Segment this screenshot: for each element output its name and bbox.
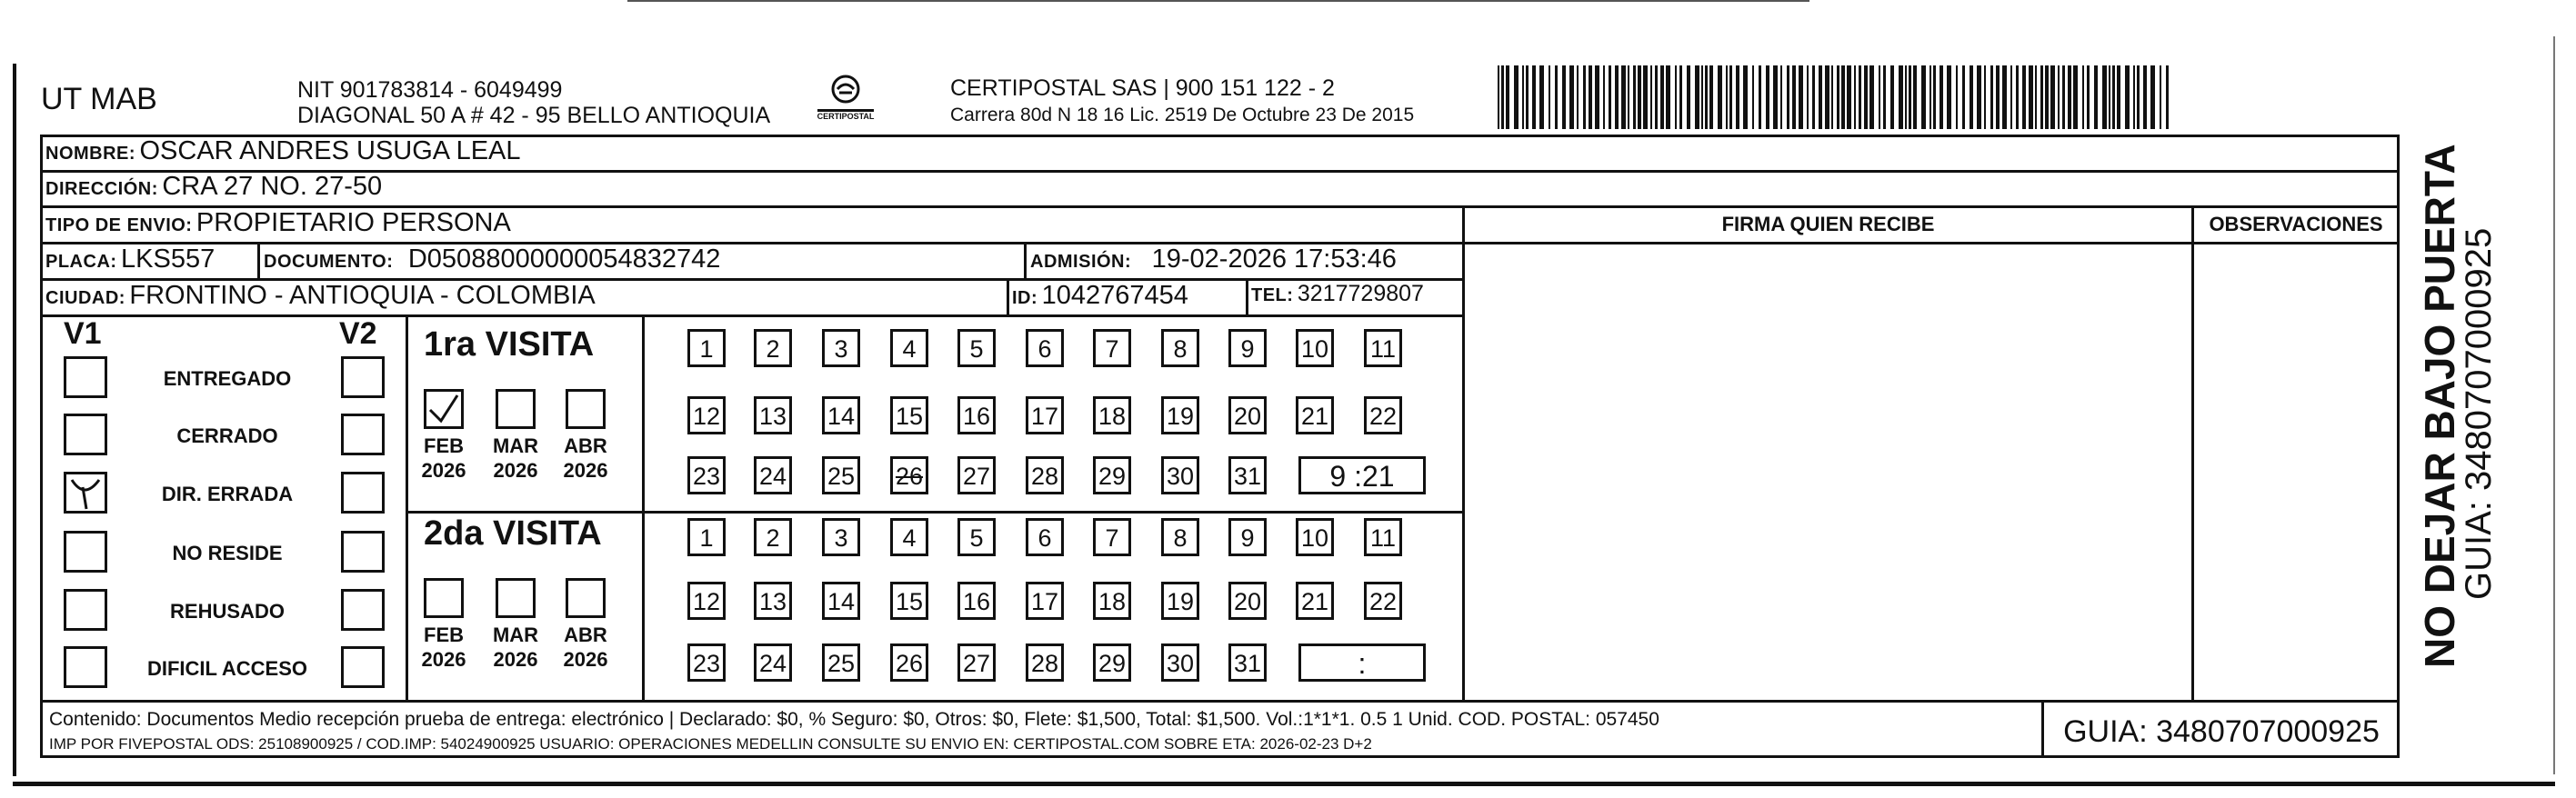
check-mark-icon (426, 392, 461, 426)
col-sep (1462, 205, 1465, 700)
right-edge-line (2553, 36, 2555, 774)
barcode-bar (2045, 65, 2049, 129)
barcode-bar (1705, 65, 1708, 129)
barcode-bar (1595, 65, 1599, 129)
first-visit-title: 1ra VISITA (424, 325, 595, 364)
day-box[interactable]: 1 (687, 518, 726, 556)
barcode-bar (1909, 65, 1911, 129)
barcode-bar (1506, 65, 1509, 129)
barcode-bar (2166, 65, 2169, 129)
barcode-bar (2150, 65, 2155, 129)
day-box[interactable]: 24 (754, 456, 792, 494)
month-checkbox[interactable] (496, 389, 536, 429)
barcode-bar (1501, 65, 1504, 129)
day-box[interactable]: 4 (890, 518, 928, 556)
day-box[interactable]: 13 (754, 582, 792, 620)
barcode-bar (1921, 65, 1926, 129)
barcode-bar (1929, 65, 1931, 129)
barcode-bar (1996, 65, 2000, 129)
v2-label: V2 (339, 316, 377, 351)
barcode-bar (1899, 65, 1903, 129)
barcode-bar (2016, 65, 2019, 129)
top-edge-line (627, 0, 1809, 2)
barcode-bar (1615, 65, 1619, 129)
barcode-bar (2035, 65, 2037, 129)
month-name: MAR (492, 434, 539, 457)
barcode-bar (1890, 65, 1894, 129)
day-box[interactable]: 8 (1161, 518, 1199, 556)
row-sep (40, 314, 1463, 317)
carrier-name: CERTIPOSTAL SAS | 900 151 122 - 2 (950, 75, 1335, 101)
ciudad-label: CIUDAD: (45, 288, 125, 308)
month-name: FEB (424, 434, 464, 457)
row-sep (1462, 242, 2400, 244)
status-v1-checkbox[interactable] (64, 414, 107, 455)
day-box[interactable]: 12 (687, 396, 726, 434)
day-box[interactable]: 18 (1093, 396, 1131, 434)
logo-text: CERTIPOSTAL (817, 112, 875, 121)
barcode-bar (1603, 65, 1605, 129)
direccion-label: DIRECCIÓN: (45, 179, 158, 199)
barcode-bar (1956, 65, 1958, 129)
barcode-bar (2073, 65, 2078, 129)
barcode-bar (1726, 65, 1728, 129)
barcode-bar (1864, 65, 1868, 129)
documento-label: DOCUMENTO: (264, 252, 394, 272)
day-box[interactable]: 10 (1296, 329, 1334, 367)
firma-header: FIRMA QUIEN RECIBE (1721, 213, 1935, 235)
barcode-bar (1539, 65, 1544, 129)
barcode-bar (1819, 65, 1822, 129)
barcode-bar (2058, 65, 2060, 129)
status-v2-checkbox[interactable] (341, 589, 385, 631)
barcode-bar (1977, 65, 1981, 129)
status-label: ENTREGADO (163, 367, 292, 390)
barcode-bar (1812, 65, 1815, 129)
day-box[interactable]: 17 (1026, 582, 1064, 620)
tel-value: 3217729807 (1297, 281, 1424, 306)
status-v2-checkbox[interactable] (341, 472, 385, 514)
status-label: CERRADO (176, 424, 278, 447)
status-v2-checkbox[interactable] (341, 531, 385, 573)
barcode-bar (1879, 65, 1880, 129)
day-box[interactable]: 2 (754, 518, 792, 556)
second-visit-title: 2da VISITA (424, 514, 602, 553)
barcode-bar (1759, 65, 1761, 129)
day-box[interactable]: 2 (754, 329, 792, 367)
day-box[interactable]: 28 (1026, 456, 1064, 494)
barcode-bar (1687, 65, 1690, 129)
barcode (1496, 65, 2173, 129)
barcode-bar (1780, 65, 1782, 129)
company-name: UT MAB (41, 82, 157, 116)
status-v1-checkbox[interactable] (64, 472, 107, 514)
barcode-bar (1532, 65, 1536, 129)
barcode-bar (1562, 65, 1566, 129)
barcode-bar (2112, 65, 2115, 129)
id-value: 1042767454 (1041, 281, 1188, 310)
barcode-bar (1660, 65, 1664, 129)
ciudad-cell (45, 281, 1005, 314)
day-box[interactable]: 21 (1296, 582, 1334, 620)
day-box[interactable]: 21 (1296, 396, 1334, 434)
month-checkbox[interactable] (496, 578, 536, 618)
barcode-bar (2022, 65, 2026, 129)
day-box[interactable]: 27 (957, 456, 996, 494)
month-year: 2026 (493, 648, 538, 671)
status-v2-checkbox[interactable] (341, 356, 385, 398)
col-sep (1007, 278, 1009, 314)
barcode-bar (2143, 65, 2147, 129)
day-box[interactable]: 26 (890, 456, 928, 494)
day-box[interactable]: 14 (822, 396, 860, 434)
day-box[interactable]: 14 (822, 582, 860, 620)
month-name: FEB (424, 623, 464, 646)
status-v2-checkbox[interactable] (341, 414, 385, 455)
barcode-bar (2125, 65, 2130, 129)
barcode-bar (2002, 65, 2007, 129)
day-box[interactable]: 31 (1228, 643, 1267, 682)
barcode-bar (1807, 65, 1809, 129)
barcode-bar (1666, 65, 1670, 129)
barcode-bar (1655, 65, 1658, 129)
barcode-bar (1628, 65, 1629, 129)
admision-value: 19-02-2026 17:53:46 (1151, 244, 1397, 274)
barcode-bar (1643, 65, 1648, 129)
day-box[interactable]: 7 (1093, 329, 1131, 367)
barcode-bar (1940, 65, 1943, 129)
day-box[interactable]: 19 (1161, 582, 1199, 620)
status-v1-checkbox[interactable] (64, 356, 107, 398)
month-year: 2026 (563, 459, 608, 482)
left-edge-line (13, 64, 16, 776)
status-v1-checkbox[interactable] (64, 646, 107, 688)
side-warning: NO DEJAR BAJO PUERTA (2416, 144, 2463, 668)
barcode-bar (2040, 65, 2043, 129)
month-checkbox[interactable] (424, 389, 464, 429)
day-box[interactable]: 30 (1161, 643, 1199, 682)
col-sep (406, 314, 408, 700)
month-name: MAR (492, 623, 539, 646)
documento-value: D05088000000054832742 (407, 244, 721, 274)
nombre-label: NOMBRE: (45, 144, 136, 164)
barcode-bar (2082, 65, 2084, 129)
day-box[interactable]: 9 (1228, 518, 1267, 556)
barcode-bar (1498, 65, 1499, 129)
barcode-bar (2117, 65, 2120, 129)
time-box[interactable]: : (1298, 643, 1426, 682)
day-box[interactable]: 31 (1228, 456, 1267, 494)
tipo-envio-label: TIPO DE ENVIO: (45, 215, 193, 235)
barcode-bar (1869, 65, 1874, 129)
barcode-bar (1792, 65, 1796, 129)
day-box[interactable]: 19 (1161, 396, 1199, 434)
day-box[interactable]: 9 (1228, 329, 1267, 367)
barcode-bar (1526, 65, 1529, 129)
barcode-bar (2094, 65, 2098, 129)
status-label: DIR. ERRADA (161, 483, 294, 505)
day-box[interactable]: 5 (957, 518, 996, 556)
day-box[interactable]: 23 (687, 456, 726, 494)
day-box[interactable]: 20 (1228, 396, 1267, 434)
day-box[interactable]: 29 (1093, 456, 1131, 494)
barcode-bar (2068, 65, 2071, 129)
barcode-bar (1825, 65, 1829, 129)
day-box[interactable]: 7 (1093, 518, 1131, 556)
day-box[interactable]: 24 (754, 643, 792, 682)
day-box[interactable]: 26 (890, 643, 928, 682)
barcode-bar (1709, 65, 1713, 129)
status-v1-checkbox[interactable] (64, 531, 107, 573)
day-box[interactable]: 1 (687, 329, 726, 367)
col-sep (642, 314, 645, 700)
barcode-bar (1905, 65, 1907, 129)
tipo-envio-row (45, 208, 1409, 241)
day-box[interactable]: 23 (687, 643, 726, 682)
barcode-bar (1962, 65, 1965, 129)
day-box[interactable]: 6 (1026, 518, 1064, 556)
placa-cell (45, 244, 256, 277)
day-box[interactable]: 4 (890, 329, 928, 367)
barcode-bar (1549, 65, 1550, 129)
day-box[interactable]: 29 (1093, 643, 1131, 682)
col-sep (1246, 278, 1248, 314)
barcode-bar (1984, 65, 1986, 129)
barcode-bar (1679, 65, 1682, 129)
barcode-bar (1913, 65, 1917, 129)
day-box[interactable]: 11 (1364, 518, 1402, 556)
day-box[interactable]: 18 (1093, 582, 1131, 620)
barcode-bar (1831, 65, 1833, 129)
barcode-bar (2160, 65, 2161, 129)
barcode-bar (1621, 65, 1626, 129)
day-box[interactable]: 3 (822, 518, 860, 556)
nombre-row (45, 136, 1409, 169)
month-name: ABR (564, 434, 607, 457)
day-box[interactable]: 22 (1364, 396, 1402, 434)
barcode-bar (1743, 65, 1748, 129)
day-box[interactable]: 10 (1296, 518, 1334, 556)
day-box[interactable]: 13 (754, 396, 792, 434)
day-box[interactable]: 16 (957, 582, 996, 620)
barcode-bar (2133, 65, 2135, 129)
documento-cell (264, 244, 1022, 277)
time-box[interactable]: 9 :21 (1298, 456, 1426, 494)
company-address: DIAGONAL 50 A # 42 - 95 BELLO ANTIOQUIA (297, 103, 771, 128)
month-checkbox[interactable] (424, 578, 464, 618)
nombre-value: OSCAR ANDRES USUGA LEAL (139, 136, 521, 165)
barcode-bar (1933, 65, 1936, 129)
col-sep (1024, 242, 1027, 278)
day-box[interactable]: 3 (822, 329, 860, 367)
footer-contenido: Contenido: Documentos Medio recepción prueba de entrega: electrónico | Declarado: $0, % Seguro: $0, Otros: $0, Flete: $1,500, Total: $1,500. Vol.:1*1*1. 0.5 1 Unid. COD. POSTAL: 057450 (49, 709, 1659, 730)
day-box[interactable]: 27 (957, 643, 996, 682)
day-box[interactable]: 25 (822, 643, 860, 682)
barcode-bar (1883, 65, 1886, 129)
barcode-bar (1859, 65, 1861, 129)
day-box[interactable]: 5 (957, 329, 996, 367)
bottom-edge-line (13, 782, 2555, 786)
v1-label: V1 (64, 316, 102, 351)
day-box[interactable]: 16 (957, 396, 996, 434)
month-name: ABR (564, 623, 607, 646)
status-v2-checkbox[interactable] (341, 646, 385, 688)
barcode-bar (1695, 65, 1699, 129)
col-sep (2191, 205, 2194, 700)
barcode-bar (1577, 65, 1579, 129)
barcode-bar (1970, 65, 1973, 129)
day-box[interactable]: 11 (1364, 329, 1402, 367)
month-year: 2026 (421, 648, 466, 671)
placa-label: PLACA: (45, 252, 117, 272)
barcode-bar (2102, 65, 2107, 129)
placa-value: LKS557 (121, 244, 216, 274)
day-box[interactable]: 30 (1161, 456, 1199, 494)
month-year: 2026 (493, 459, 538, 482)
month-year: 2026 (563, 648, 608, 671)
barcode-bar (1990, 65, 1993, 129)
barcode-bar (1650, 65, 1652, 129)
day-box[interactable]: 6 (1026, 329, 1064, 367)
day-box[interactable]: 17 (1026, 396, 1064, 434)
tel-cell (1251, 281, 1462, 314)
footer-sep (40, 700, 2400, 703)
month-checkbox[interactable] (566, 389, 606, 429)
month-year: 2026 (421, 459, 466, 482)
barcode-bar (2029, 65, 2033, 129)
barcode-bar (1729, 65, 1732, 129)
barcode-bar (2087, 65, 2090, 129)
barcode-bar (1854, 65, 1856, 129)
admision-cell (1030, 244, 1461, 277)
direccion-row (45, 172, 1409, 204)
row-sep (406, 511, 1463, 514)
barcode-bar (1837, 65, 1839, 129)
day-box[interactable]: 22 (1364, 582, 1402, 620)
day-box[interactable]: 28 (1026, 643, 1064, 682)
barcode-bar (1947, 65, 1951, 129)
barcode-bar (2137, 65, 2140, 129)
tel-label: TEL: (1251, 285, 1294, 305)
barcode-bar (1752, 65, 1754, 129)
barcode-bar (1522, 65, 1524, 129)
barcode-bar (1633, 65, 1636, 129)
status-v1-checkbox[interactable] (64, 589, 107, 631)
check-mark-icon (66, 474, 105, 511)
observaciones-header: OBSERVACIONES (2209, 213, 2383, 235)
day-box[interactable]: 20 (1228, 582, 1267, 620)
col-sep (257, 242, 260, 278)
carrier-license: Carrera 80d N 18 16 Lic. 2519 De Octubre 23 De 2015 (950, 105, 1415, 125)
barcode-bar (1773, 65, 1778, 129)
barcode-bar (1787, 65, 1789, 129)
day-box[interactable]: 15 (890, 582, 928, 620)
barcode-bar (1701, 65, 1703, 129)
barcode-bar (1766, 65, 1769, 129)
status-label: NO RESIDE (172, 542, 283, 564)
ciudad-value: FRONTINO - ANTIOQUIA - COLOMBIA (129, 281, 596, 310)
day-box[interactable]: 12 (687, 582, 726, 620)
barcode-bar (1555, 65, 1558, 129)
barcode-bar (2062, 65, 2065, 129)
certipostal-logo (814, 73, 877, 125)
id-cell (1012, 281, 1244, 314)
barcode-bar (1589, 65, 1592, 129)
barcode-bar (1675, 65, 1677, 129)
barcode-bar (1638, 65, 1641, 129)
company-nit: NIT 901783814 - 6049499 (297, 77, 563, 103)
direccion-value: CRA 27 NO. 27-50 (162, 172, 383, 201)
barcode-bar (1569, 65, 1574, 129)
barcode-bar (1799, 65, 1803, 129)
day-box[interactable]: 25 (822, 456, 860, 494)
barcode-bar (1841, 65, 1845, 129)
barcode-bar (2010, 65, 2012, 129)
barcode-bar (2050, 65, 2055, 129)
id-label: ID: (1012, 288, 1038, 308)
footer-imp: IMP POR FIVEPOSTAL ODS: 25108900925 / COD.IMP: 54024900925 USUARIO: OPERACIONES MEDELLIN CONSULTE SU ENVIO EN: CERTIPOSTAL.COM SOBRE ETA: 2026-02-23 D+2 (49, 735, 1372, 753)
side-guia: GUIA: 3480707000925 (2459, 227, 2499, 600)
admision-label: ADMISIÓN: (1030, 252, 1132, 272)
month-checkbox[interactable] (566, 578, 606, 618)
tipo-envio-value: PROPIETARIO PERSONA (195, 208, 511, 237)
status-label: REHUSADO (170, 600, 285, 623)
barcode-bar (1847, 65, 1851, 129)
barcode-bar (1583, 65, 1586, 129)
day-box[interactable]: 15 (890, 396, 928, 434)
footer-guia: GUIA: 3480707000925 (2063, 714, 2380, 749)
day-box[interactable]: 8 (1161, 329, 1199, 367)
barcode-bar (1609, 65, 1611, 129)
barcode-bar (2109, 65, 2110, 129)
barcode-bar (1514, 65, 1519, 129)
barcode-bar (1736, 65, 1739, 129)
status-label: DIFICIL ACCESO (146, 657, 307, 680)
barcode-bar (1718, 65, 1722, 129)
